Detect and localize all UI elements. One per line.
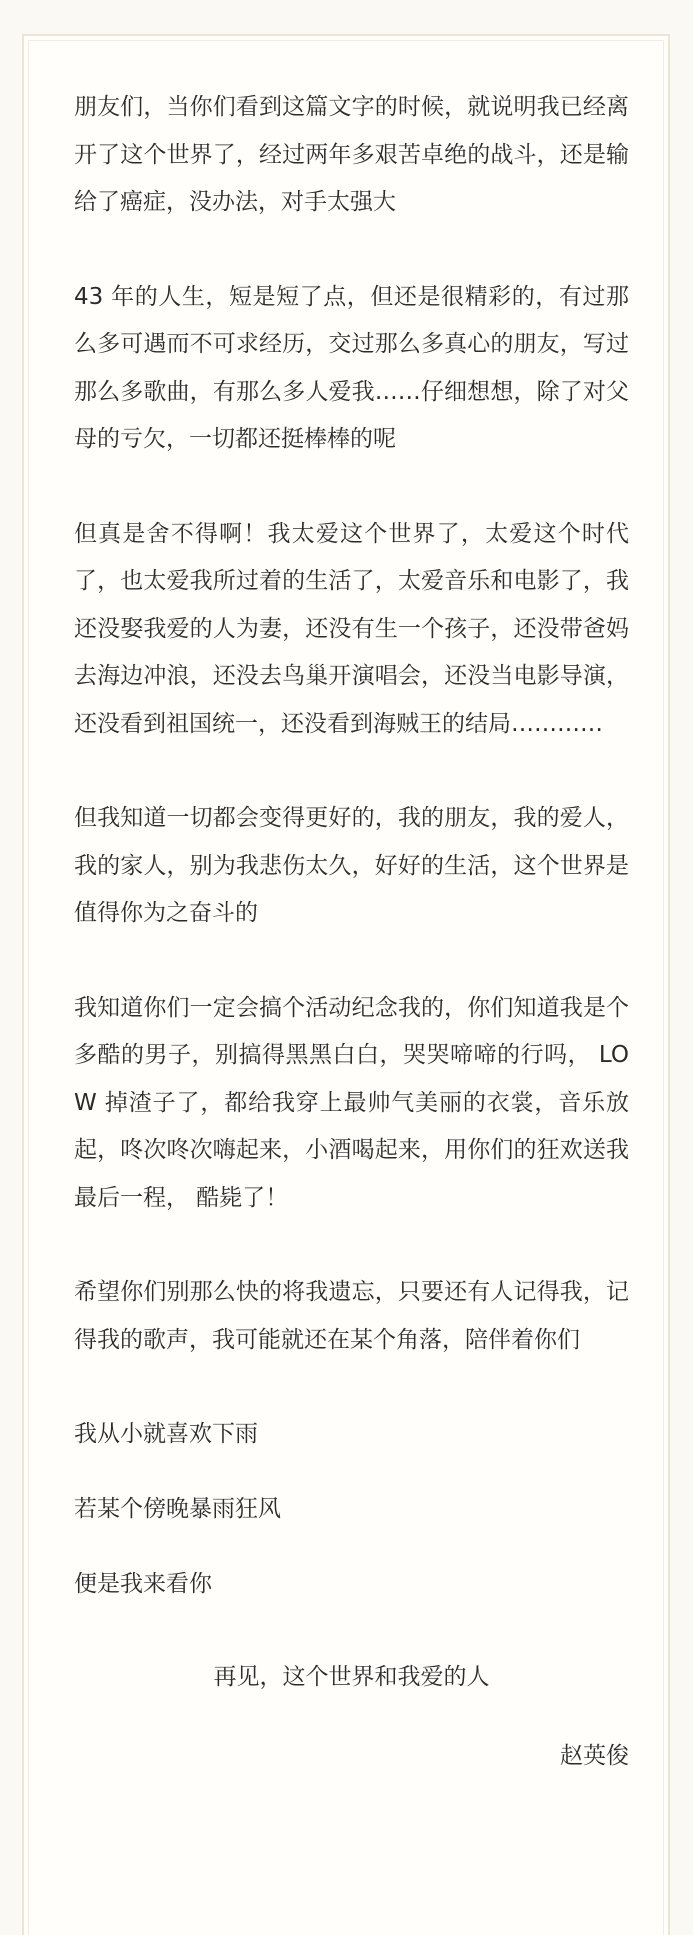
line-visit: 便是我来看你 [74,1571,212,1597]
line-storm: 若某个傍晚暴雨狂风 [74,1496,281,1522]
paragraph-3: 但真是舍不得啊！我太爱这个世界了，太爱这个时代了，也太爱我所过着的生活了，太爱音乐和电影了，我还没娶我爱的人为妻，还没有生一个孩子，还没带爸妈去海边冲浪，还没去鸟巢开演唱会，还没当电影导演，还没看到祖国统一，还没看到海贼王的结局………… [74,520,629,737]
paragraph-6: 希望你们别那么快的将我遗忘，只要还有人记得我，记得我的歌声，我可能就还在某个角落，陪伴着你们 [74,1279,629,1353]
paragraph-4: 但我知道一切都会变得更好的，我的朋友，我的爱人，我的家人，别为我悲伤太久，好好的生活，这个世界是值得你为之奋斗的 [74,805,629,926]
line-rain: 我从小就喜欢下雨 [74,1421,258,1447]
signature: 赵英俊 [560,1743,629,1769]
farewell-line: 再见，这个世界和我爱的人 [213,1664,490,1690]
paragraph-5: 我知道你们一定会搞个活动纪念我的，你们知道我是个多酷的男子，别搞得黑黑白白，哭哭啼啼的行吗， LOW 掉渣子了，都给我穿上最帅气美丽的衣裳，音乐放起，咚次咚次嗨起来，小酒喝起来，用你们的狂欢送我最后一程， 酷毙了！ [74,994,629,1211]
paragraph-2: 43 年的人生，短是短了点，但还是很精彩的，有过那么多可遇而不可求经历，交过那么多真心的朋友，写过那么多歌曲，有那么多人爱我……仔细想想，除了对父母的亏欠，一切都还挺棒棒的呢 [74,283,629,452]
letter-paper [22,34,670,1935]
paragraph-1: 朋友们，当你们看到这篇文字的时候，就说明我已经离开了这个世界了，经过两年多艰苦卓绝的战斗，还是输给了癌症，没办法，对手太强大 [74,94,629,215]
letter-content [74,84,629,1780]
